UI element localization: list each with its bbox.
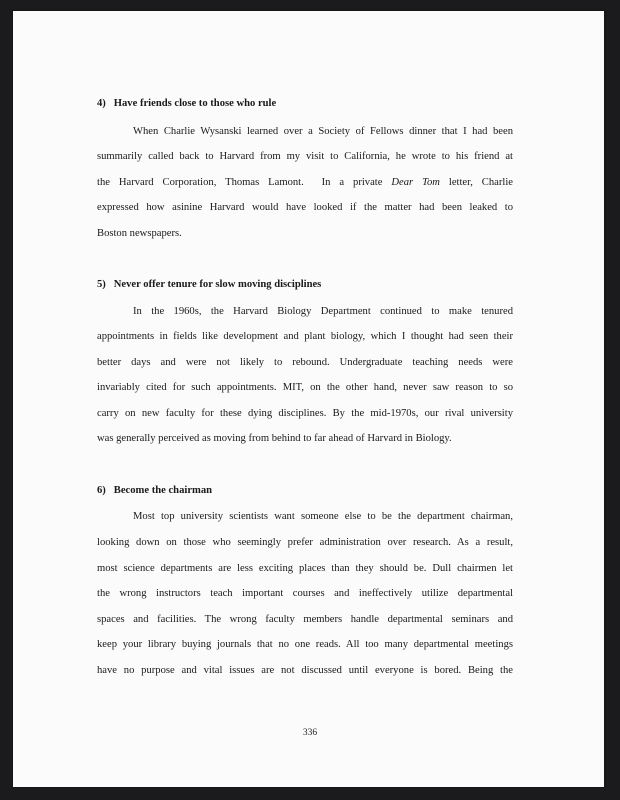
paragraph-line: carry on new faculty for these dying disciplines. By the mid-1970s, our rival university xyxy=(97,408,513,419)
paragraph-line: appointments in fields like development and plant biology, which I thought had seen their xyxy=(97,331,513,342)
paragraph-line: have no purpose and vital issues are not discussed until everyone is bored. Being the xyxy=(97,665,513,676)
paragraph-line: better days and were not likely to rebound. Undergraduate teaching needs were xyxy=(97,357,513,368)
section-heading-5: 5) Never offer tenure for slow moving disciplines xyxy=(97,279,322,290)
paragraph-line: In the 1960s, the Harvard Biology Department continued to make tenured xyxy=(133,306,513,317)
paragraph-line: Boston newspapers. xyxy=(97,228,182,239)
paragraph-line: the wrong instructors teach important courses and ineffectively utilize departmental xyxy=(97,588,513,599)
paragraph-line-with-italic xyxy=(97,177,513,188)
line-end: letter, Charlie xyxy=(439,177,513,188)
paragraph-line: spaces and facilities. The wrong faculty members handle departmental seminars and xyxy=(97,614,513,625)
paragraph-line: When Charlie Wysanski learned over a Society of Fellows dinner that I had been xyxy=(133,126,513,137)
paragraph-line: most science departments are less exciting places than they should be. Dull chairmen let xyxy=(97,563,513,574)
section-heading-4: 4) Have friends close to those who rule xyxy=(97,98,277,109)
line-start: the Harvard Corporation, Thomas Lamont. In a private xyxy=(97,177,392,188)
paragraph-line: was generally perceived as moving from behind to far ahead of Harvard in Biology. xyxy=(97,433,452,444)
section-heading-6: 6) Become the chairman xyxy=(97,485,213,496)
paragraph-line: invariably cited for such appointments. MIT, on the other hand, never saw reason to so xyxy=(97,382,513,393)
paragraph-line: looking down on those who seemingly prefer administration over research. As a result, xyxy=(97,537,513,548)
page-number: 336 xyxy=(302,728,318,738)
paragraph-line: summarily called back to Harvard from my visit to California, he wrote to his friend at xyxy=(97,151,513,162)
paragraph-line: expressed how asinine Harvard would have looked if the matter had been leaked to xyxy=(97,202,513,213)
italic-letter-title: Dear Tom xyxy=(391,177,440,188)
paragraph-line: Most top university scientists want someone else to be the department chairman, xyxy=(133,511,513,522)
paragraph-line: keep your library buying journals that no one reads. All too many departmental meetings xyxy=(97,639,513,650)
